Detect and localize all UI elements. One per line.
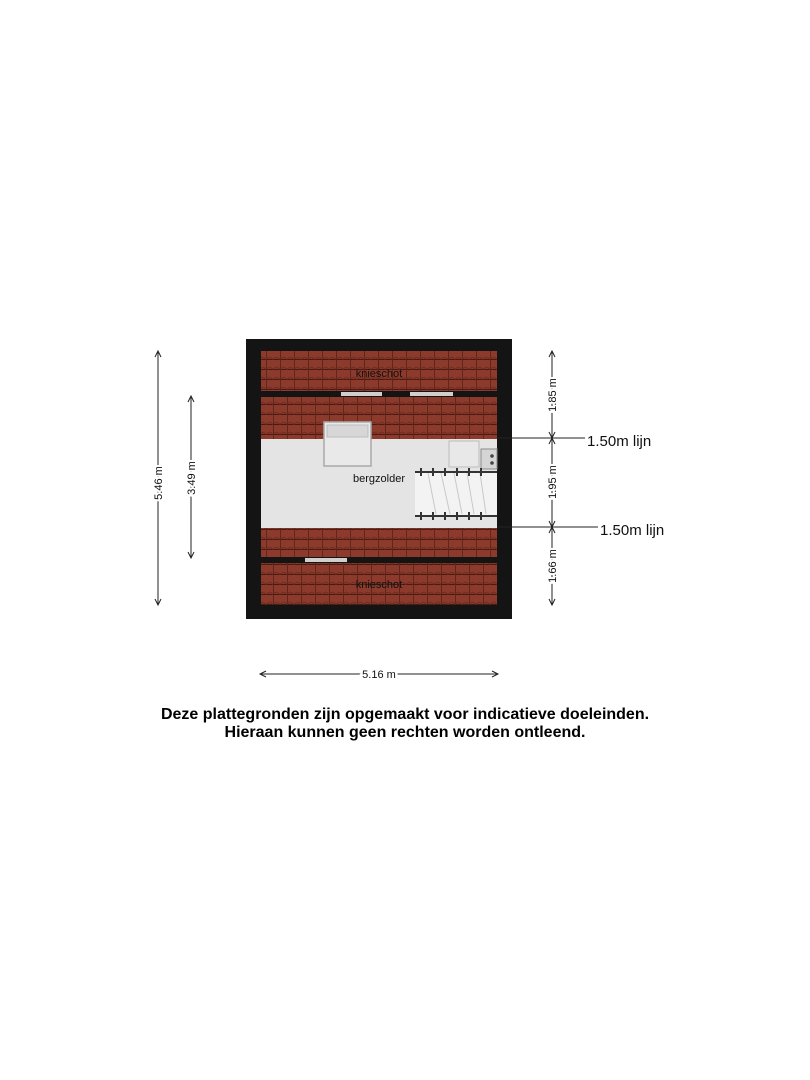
roof-window-3	[305, 558, 347, 562]
staircase	[415, 471, 497, 516]
appliance-box	[449, 441, 479, 467]
roof-window-2	[410, 392, 453, 396]
heater-dial-1	[490, 454, 494, 458]
label-knieschot-top: knieschot	[355, 368, 403, 380]
heater-dial-2	[490, 461, 494, 465]
label-150-upper: 1.50m lijn	[587, 433, 652, 450]
dim-segment-middle-label: 1.95 m	[547, 465, 559, 499]
dim-segment-bottom-label: 1.66 m	[547, 549, 559, 583]
skylight-inner	[327, 425, 368, 437]
roof-lower-slope	[261, 528, 497, 557]
dim-total-height-label: 5.46 m	[153, 466, 165, 500]
label-knieschot-bottom: knieschot	[355, 579, 403, 591]
dim-width-label: 5.16 m	[362, 669, 396, 681]
label-150-lower: 1.50m lijn	[600, 522, 665, 539]
roof-window-1	[341, 392, 382, 396]
water-heater	[481, 449, 497, 469]
disclaimer-line-1: Deze plattegronden zijn opgemaakt voor indicatieve doeleinden.	[160, 706, 650, 723]
dim-segment-top-label: 1.85 m	[547, 378, 559, 412]
roof-upper-slope	[261, 397, 497, 439]
label-bergzolder: bergzolder	[353, 473, 405, 485]
dim-inner-height-label: 3.49 m	[186, 461, 198, 495]
disclaimer-line-2: Hieraan kunnen geen rechten worden ontleend.	[224, 724, 586, 741]
